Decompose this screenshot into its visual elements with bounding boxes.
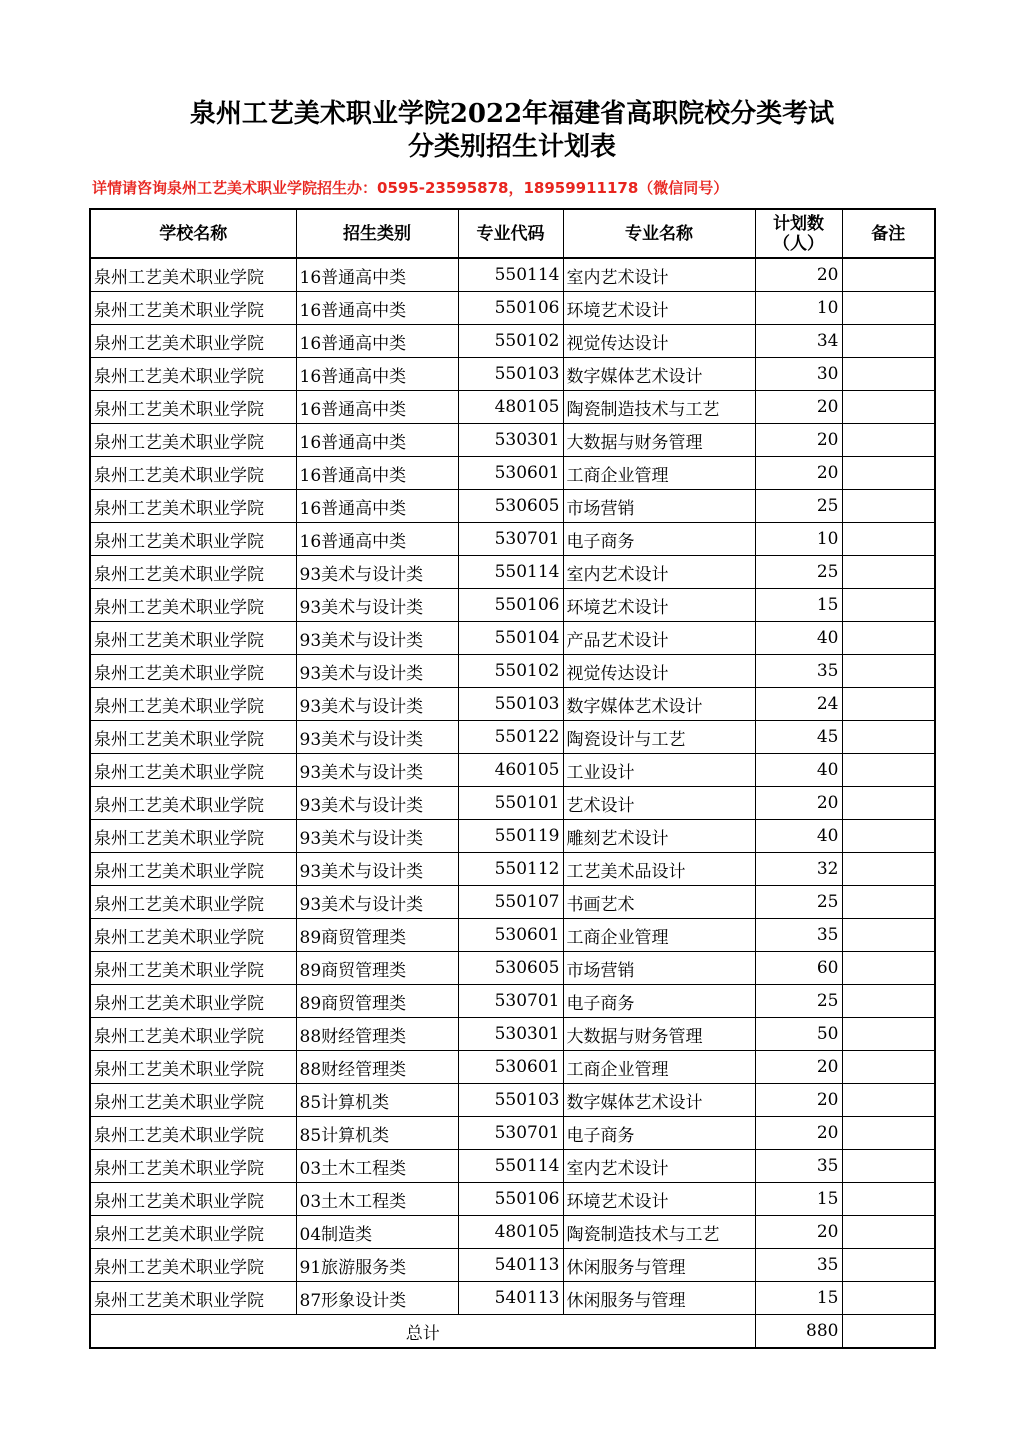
table-row	[90, 820, 935, 853]
header-major: 专业名称	[563, 209, 755, 258]
cell-school: 泉州工艺美术职业学院	[90, 1249, 296, 1282]
cell-remark	[842, 292, 935, 325]
header-school: 学校名称	[90, 209, 296, 258]
cell-major: 大数据与财务管理	[563, 424, 755, 457]
cell-code: 550102	[458, 655, 563, 688]
table-row	[90, 787, 935, 820]
table-row	[90, 424, 935, 457]
table-row	[90, 1183, 935, 1216]
table-row	[90, 853, 935, 886]
cell-code: 550114	[458, 1150, 563, 1183]
cell-school: 泉州工艺美术职业学院	[90, 985, 296, 1018]
total-row	[90, 1315, 935, 1349]
cell-school: 泉州工艺美术职业学院	[90, 325, 296, 358]
table-row	[90, 1018, 935, 1051]
cell-remark	[842, 424, 935, 457]
cell-major: 休闲服务与管理	[563, 1282, 755, 1315]
cell-plan: 20	[755, 424, 842, 457]
cell-major: 室内艺术设计	[563, 556, 755, 589]
table-row	[90, 391, 935, 424]
cell-plan: 35	[755, 1150, 842, 1183]
cell-code: 550122	[458, 721, 563, 754]
table-row	[90, 1051, 935, 1084]
table-row	[90, 1249, 935, 1282]
cell-category: 85计算机类	[296, 1117, 458, 1150]
table-row	[90, 556, 935, 589]
cell-code: 530701	[458, 523, 563, 556]
cell-code: 530601	[458, 457, 563, 490]
cell-category: 16普通高中类	[296, 358, 458, 391]
table-row	[90, 457, 935, 490]
cell-remark	[842, 457, 935, 490]
cell-plan: 25	[755, 490, 842, 523]
cell-remark	[842, 391, 935, 424]
cell-remark	[842, 1018, 935, 1051]
cell-remark	[842, 688, 935, 721]
table-header-row	[90, 209, 935, 258]
cell-school: 泉州工艺美术职业学院	[90, 1117, 296, 1150]
cell-code: 540113	[458, 1282, 563, 1315]
table-row	[90, 655, 935, 688]
cell-remark	[842, 1216, 935, 1249]
cell-category: 93美术与设计类	[296, 589, 458, 622]
cell-school: 泉州工艺美术职业学院	[90, 853, 296, 886]
cell-category: 93美术与设计类	[296, 754, 458, 787]
cell-school: 泉州工艺美术职业学院	[90, 589, 296, 622]
cell-plan: 20	[755, 1084, 842, 1117]
cell-code: 480105	[458, 391, 563, 424]
cell-school: 泉州工艺美术职业学院	[90, 1051, 296, 1084]
cell-category: 04制造类	[296, 1216, 458, 1249]
total-remark	[842, 1315, 935, 1349]
cell-plan: 35	[755, 919, 842, 952]
cell-major: 室内艺术设计	[563, 1150, 755, 1183]
cell-plan: 50	[755, 1018, 842, 1051]
cell-category: 89商贸管理类	[296, 919, 458, 952]
cell-category: 16普通高中类	[296, 490, 458, 523]
table-body	[90, 258, 935, 1348]
cell-category: 89商贸管理类	[296, 952, 458, 985]
cell-code: 550106	[458, 1183, 563, 1216]
cell-major: 电子商务	[563, 523, 755, 556]
cell-remark	[842, 655, 935, 688]
cell-plan: 32	[755, 853, 842, 886]
table-row	[90, 1282, 935, 1315]
table-row	[90, 721, 935, 754]
cell-remark	[842, 490, 935, 523]
cell-school: 泉州工艺美术职业学院	[90, 258, 296, 292]
cell-major: 陶瓷制造技术与工艺	[563, 391, 755, 424]
cell-major: 工商企业管理	[563, 1051, 755, 1084]
cell-category: 16普通高中类	[296, 424, 458, 457]
page-title: 泉州工艺美术职业学院2022年福建省高职院校分类考试	[189, 99, 835, 129]
cell-category: 88财经管理类	[296, 1051, 458, 1084]
cell-plan: 20	[755, 391, 842, 424]
cell-code: 550106	[458, 589, 563, 622]
cell-plan: 10	[755, 292, 842, 325]
cell-code: 550103	[458, 688, 563, 721]
cell-school: 泉州工艺美术职业学院	[90, 787, 296, 820]
cell-code: 550119	[458, 820, 563, 853]
cell-school: 泉州工艺美术职业学院	[90, 1282, 296, 1315]
cell-category: 93美术与设计类	[296, 655, 458, 688]
cell-remark	[842, 523, 935, 556]
header-plan-line2: （人）	[773, 233, 824, 254]
cell-major: 书画艺术	[563, 886, 755, 919]
cell-remark	[842, 1150, 935, 1183]
page-subtitle: 分类别招生计划表	[407, 132, 616, 162]
cell-remark	[842, 258, 935, 292]
cell-major: 电子商务	[563, 1117, 755, 1150]
cell-code: 530301	[458, 1018, 563, 1051]
table-row	[90, 952, 935, 985]
cell-school: 泉州工艺美术职业学院	[90, 721, 296, 754]
cell-major: 陶瓷制造技术与工艺	[563, 1216, 755, 1249]
cell-school: 泉州工艺美术职业学院	[90, 523, 296, 556]
cell-school: 泉州工艺美术职业学院	[90, 886, 296, 919]
cell-plan: 34	[755, 325, 842, 358]
cell-major: 环境艺术设计	[563, 292, 755, 325]
cell-category: 16普通高中类	[296, 391, 458, 424]
cell-major: 雕刻艺术设计	[563, 820, 755, 853]
cell-code: 530301	[458, 424, 563, 457]
cell-category: 85计算机类	[296, 1084, 458, 1117]
cell-major: 陶瓷设计与工艺	[563, 721, 755, 754]
header-category: 招生类别	[296, 209, 458, 258]
cell-plan: 30	[755, 358, 842, 391]
cell-code: 550101	[458, 787, 563, 820]
table-row	[90, 523, 935, 556]
table-row	[90, 292, 935, 325]
cell-category: 87形象设计类	[296, 1282, 458, 1315]
cell-plan: 60	[755, 952, 842, 985]
cell-plan: 35	[755, 655, 842, 688]
cell-remark	[842, 1183, 935, 1216]
cell-remark	[842, 919, 935, 952]
cell-remark	[842, 754, 935, 787]
cell-school: 泉州工艺美术职业学院	[90, 952, 296, 985]
table-row	[90, 886, 935, 919]
table-row	[90, 1117, 935, 1150]
cell-category: 93美术与设计类	[296, 721, 458, 754]
cell-major: 数字媒体艺术设计	[563, 688, 755, 721]
table-row	[90, 688, 935, 721]
header-code: 专业代码	[458, 209, 563, 258]
cell-remark	[842, 853, 935, 886]
table-row	[90, 490, 935, 523]
table-row	[90, 1084, 935, 1117]
cell-school: 泉州工艺美术职业学院	[90, 655, 296, 688]
cell-major: 数字媒体艺术设计	[563, 358, 755, 391]
cell-major: 工业设计	[563, 754, 755, 787]
cell-code: 480105	[458, 1216, 563, 1249]
cell-major: 市场营销	[563, 490, 755, 523]
cell-major: 市场营销	[563, 952, 755, 985]
cell-category: 93美术与设计类	[296, 688, 458, 721]
cell-major: 环境艺术设计	[563, 589, 755, 622]
cell-category: 16普通高中类	[296, 523, 458, 556]
cell-remark	[842, 721, 935, 754]
cell-school: 泉州工艺美术职业学院	[90, 1216, 296, 1249]
cell-code: 550112	[458, 853, 563, 886]
cell-plan: 20	[755, 787, 842, 820]
cell-major: 艺术设计	[563, 787, 755, 820]
cell-remark	[842, 1051, 935, 1084]
table-row	[90, 589, 935, 622]
cell-category: 03土木工程类	[296, 1183, 458, 1216]
cell-plan: 15	[755, 589, 842, 622]
cell-school: 泉州工艺美术职业学院	[90, 1084, 296, 1117]
cell-major: 工商企业管理	[563, 457, 755, 490]
cell-code: 550114	[458, 556, 563, 589]
cell-category: 93美术与设计类	[296, 622, 458, 655]
cell-category: 03土木工程类	[296, 1150, 458, 1183]
cell-category: 89商贸管理类	[296, 985, 458, 1018]
cell-remark	[842, 622, 935, 655]
cell-major: 大数据与财务管理	[563, 1018, 755, 1051]
cell-school: 泉州工艺美术职业学院	[90, 391, 296, 424]
cell-code: 550114	[458, 258, 563, 292]
cell-major: 工商企业管理	[563, 919, 755, 952]
cell-category: 93美术与设计类	[296, 556, 458, 589]
cell-plan: 25	[755, 556, 842, 589]
cell-major: 视觉传达设计	[563, 325, 755, 358]
cell-major: 视觉传达设计	[563, 655, 755, 688]
table-row	[90, 258, 935, 292]
cell-remark	[842, 556, 935, 589]
cell-remark	[842, 325, 935, 358]
cell-school: 泉州工艺美术职业学院	[90, 820, 296, 853]
cell-school: 泉州工艺美术职业学院	[90, 1018, 296, 1051]
cell-code: 550106	[458, 292, 563, 325]
cell-plan: 45	[755, 721, 842, 754]
cell-school: 泉州工艺美术职业学院	[90, 358, 296, 391]
cell-major: 休闲服务与管理	[563, 1249, 755, 1282]
cell-remark	[842, 820, 935, 853]
cell-school: 泉州工艺美术职业学院	[90, 457, 296, 490]
cell-code: 550103	[458, 1084, 563, 1117]
cell-code: 530701	[458, 985, 563, 1018]
header-plan	[755, 209, 842, 258]
header-plan-line1: 计划数	[773, 213, 824, 234]
cell-code: 460105	[458, 754, 563, 787]
cell-major: 环境艺术设计	[563, 1183, 755, 1216]
cell-remark	[842, 1249, 935, 1282]
cell-code: 530601	[458, 919, 563, 952]
cell-remark	[842, 985, 935, 1018]
cell-code: 530701	[458, 1117, 563, 1150]
cell-school: 泉州工艺美术职业学院	[90, 1183, 296, 1216]
cell-major: 室内艺术设计	[563, 258, 755, 292]
cell-remark	[842, 886, 935, 919]
table-row	[90, 622, 935, 655]
cell-plan: 20	[755, 1051, 842, 1084]
cell-category: 91旅游服务类	[296, 1249, 458, 1282]
cell-code: 530605	[458, 490, 563, 523]
cell-school: 泉州工艺美术职业学院	[90, 490, 296, 523]
cell-remark	[842, 787, 935, 820]
cell-major: 数字媒体艺术设计	[563, 1084, 755, 1117]
table-row	[90, 1216, 935, 1249]
cell-plan: 25	[755, 886, 842, 919]
cell-school: 泉州工艺美术职业学院	[90, 688, 296, 721]
cell-school: 泉州工艺美术职业学院	[90, 622, 296, 655]
cell-remark	[842, 1282, 935, 1315]
cell-plan: 40	[755, 820, 842, 853]
cell-plan: 15	[755, 1183, 842, 1216]
cell-plan: 10	[755, 523, 842, 556]
table-row	[90, 1150, 935, 1183]
cell-school: 泉州工艺美术职业学院	[90, 292, 296, 325]
cell-plan: 20	[755, 457, 842, 490]
table-row	[90, 358, 935, 391]
cell-remark	[842, 1084, 935, 1117]
cell-code: 540113	[458, 1249, 563, 1282]
cell-remark	[842, 358, 935, 391]
cell-plan: 40	[755, 622, 842, 655]
cell-remark	[842, 589, 935, 622]
cell-remark	[842, 952, 935, 985]
cell-code: 550107	[458, 886, 563, 919]
cell-category: 16普通高中类	[296, 325, 458, 358]
cell-code: 550102	[458, 325, 563, 358]
cell-code: 550103	[458, 358, 563, 391]
cell-category: 16普通高中类	[296, 457, 458, 490]
cell-plan: 35	[755, 1249, 842, 1282]
cell-plan: 20	[755, 258, 842, 292]
cell-code: 530605	[458, 952, 563, 985]
cell-remark	[842, 1117, 935, 1150]
total-value: 880	[755, 1315, 842, 1349]
cell-category: 93美术与设计类	[296, 853, 458, 886]
enrollment-plan-table	[89, 208, 936, 1349]
cell-major: 电子商务	[563, 985, 755, 1018]
cell-code: 530601	[458, 1051, 563, 1084]
cell-major: 工艺美术品设计	[563, 853, 755, 886]
cell-category: 16普通高中类	[296, 292, 458, 325]
cell-school: 泉州工艺美术职业学院	[90, 754, 296, 787]
cell-category: 88财经管理类	[296, 1018, 458, 1051]
table-row	[90, 325, 935, 358]
cell-school: 泉州工艺美术职业学院	[90, 1150, 296, 1183]
cell-category: 93美术与设计类	[296, 886, 458, 919]
cell-plan: 20	[755, 1117, 842, 1150]
total-label: 总计	[90, 1315, 755, 1349]
cell-plan: 24	[755, 688, 842, 721]
header-remark: 备注	[842, 209, 935, 258]
cell-school: 泉州工艺美术职业学院	[90, 556, 296, 589]
cell-code: 550104	[458, 622, 563, 655]
cell-major: 产品艺术设计	[563, 622, 755, 655]
cell-school: 泉州工艺美术职业学院	[90, 424, 296, 457]
cell-school: 泉州工艺美术职业学院	[90, 919, 296, 952]
cell-plan: 15	[755, 1282, 842, 1315]
table-row	[90, 919, 935, 952]
contact-info: 详情请咨询泉州工艺美术职业学院招生办：0595-23595878，18959911178（微信同号）	[92, 179, 729, 197]
cell-plan: 20	[755, 1216, 842, 1249]
cell-category: 93美术与设计类	[296, 820, 458, 853]
table-row	[90, 985, 935, 1018]
table-row	[90, 754, 935, 787]
cell-category: 93美术与设计类	[296, 787, 458, 820]
cell-category: 16普通高中类	[296, 258, 458, 292]
cell-plan: 25	[755, 985, 842, 1018]
cell-plan: 40	[755, 754, 842, 787]
